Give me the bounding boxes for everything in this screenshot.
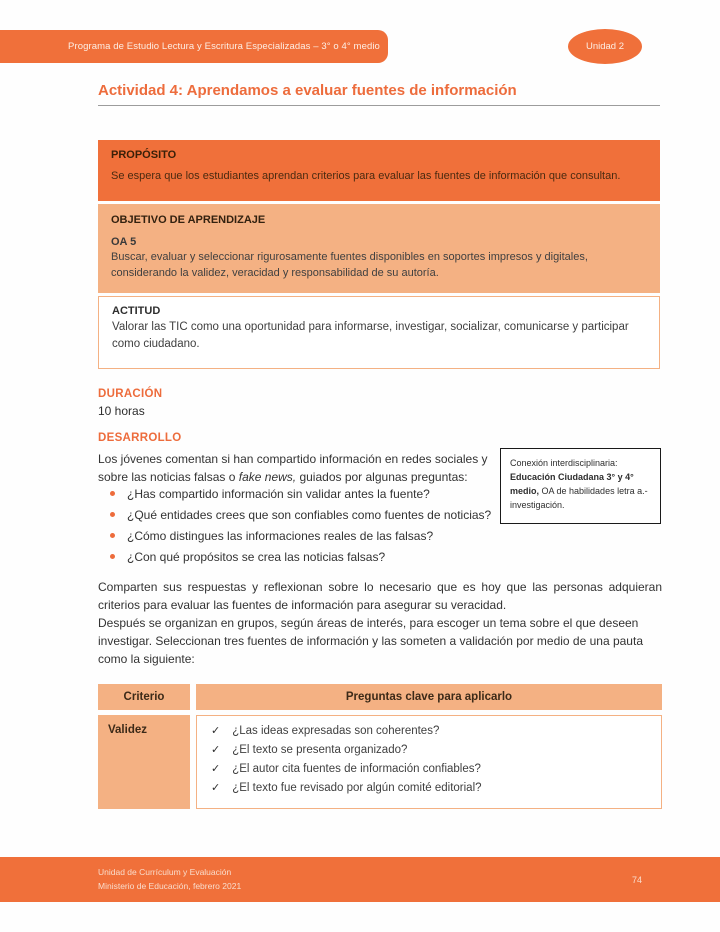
preguntas-cell: [196, 715, 662, 809]
check-icon: ✓: [211, 725, 221, 737]
objetivo-heading: OBJETIVO DE APRENDIZAJE: [111, 214, 266, 226]
sidebox-label: Conexión interdisciplinaria:: [510, 458, 618, 468]
check-icon: ✓: [211, 762, 221, 775]
checklist-text: ¿El texto se presenta organizado?: [232, 743, 408, 756]
objetivo-body: Buscar, evaluar y seleccionar rigurosamente fuentes disponibles en soportes impresos y digitales, considerando la validez, veracidad y responsabilidad de su autoría.: [111, 251, 588, 279]
unit-badge: [568, 29, 642, 64]
checklist-item: [211, 723, 651, 740]
list-item: [110, 550, 510, 564]
footer-band: [0, 857, 720, 902]
bullet-text: ¿Con qué propósitos se crea las noticias falsas?: [127, 550, 386, 564]
footer-line-1: Unidad de Currículum y Evaluación: [98, 867, 232, 878]
intro-text-2: guiados por algunas preguntas:: [296, 470, 468, 484]
duracion-heading: DURACIÓN: [98, 388, 163, 400]
list-item: [110, 529, 510, 543]
unit-badge-label: Unidad 2: [585, 41, 625, 52]
objetivo-box: [98, 204, 660, 293]
question-bullet-list: [110, 487, 510, 571]
bullet-icon: [110, 554, 115, 559]
desarrollo-paragraph-3: Después se organizan en grupos, según áreas de interés, para escoger un tema sobre el que deseen investigar. Seleccionan tres fuentes de información y las someten a validación por medio de una pauta como la siguiente:: [98, 616, 643, 666]
proposito-box: [98, 140, 660, 201]
list-item: [110, 508, 510, 522]
interdisciplinary-connection-box: [500, 448, 661, 524]
intro-text-1: Los jóvenes comentan si han compartido información en redes sociales y sobre las noticias falsas o: [98, 452, 488, 484]
sidebox-detail: OA de habilidades letra a.- investigación.: [510, 485, 648, 510]
desarrollo-intro-paragraph: [98, 450, 500, 486]
desarrollo-heading: DESARROLLO: [98, 432, 182, 444]
bullet-text: ¿Qué entidades crees que son confiables como fuentes de noticias?: [127, 508, 492, 522]
list-item: [110, 487, 510, 501]
bullet-icon: [110, 512, 115, 517]
checklist-text: ¿Las ideas expresadas son coherentes?: [232, 725, 440, 737]
checklist-item: [211, 780, 651, 797]
table-header-criterio: Criterio: [98, 684, 190, 710]
proposito-heading: PROPÓSITO: [111, 149, 177, 161]
actitud-box: [98, 296, 660, 369]
checklist-text: ¿El autor cita fuentes de información confiables?: [232, 762, 481, 775]
checklist-item: [211, 742, 651, 759]
check-icon: ✓: [211, 743, 221, 756]
intro-italic-term: fake news,: [238, 470, 297, 484]
bullet-text: ¿Cómo distingues las informaciones reales de las falsas?: [127, 529, 434, 543]
desarrollo-paragraph-2: Comparten sus respuestas y reflexionan sobre lo necesario que es hoy que las personas adquieran criterios para evaluar las fuentes de información para asegurar su veracidad.: [98, 580, 662, 612]
actitud-heading: ACTITUD: [112, 305, 161, 317]
page-title: Actividad 4: Aprendamos a evaluar fuentes de información: [98, 82, 660, 106]
footer-credits: [98, 866, 241, 892]
criterio-cell: Validez: [98, 715, 190, 809]
bullet-icon: [110, 533, 115, 538]
table-header-row: [98, 684, 662, 710]
table-row: [98, 715, 662, 809]
table-header-preguntas: Preguntas clave para aplicarlo: [196, 684, 662, 710]
duracion-value: 10 horas: [98, 404, 145, 418]
oa-label: OA 5: [111, 236, 137, 248]
footer-line-2: Ministerio de Educación, febrero 2021: [98, 880, 242, 891]
criteria-table: [98, 684, 662, 809]
bullet-text: ¿Has compartido información sin validar antes la fuente?: [127, 487, 430, 501]
actitud-body: Valorar las TIC como una oportunidad para informarse, investigar, socializar, comunicarse y participar como ciudadano.: [112, 321, 629, 350]
program-title: Programa de Estudio Lectura y Escritura Especializadas – 3° o 4° medio: [68, 41, 380, 52]
checklist-item: [211, 761, 651, 778]
sidebox-subject: Educación Ciudadana 3° y 4° medio,: [510, 471, 634, 496]
check-icon: ✓: [211, 781, 221, 794]
checklist-text: ¿El texto fue revisado por algún comité editorial?: [232, 781, 482, 794]
page-number: 74: [632, 874, 643, 885]
program-header-band: [0, 30, 388, 63]
bullet-icon: [110, 491, 115, 496]
proposito-body: Se espera que los estudiantes aprendan criterios para evaluar las fuentes de información que consultan.: [111, 170, 621, 182]
